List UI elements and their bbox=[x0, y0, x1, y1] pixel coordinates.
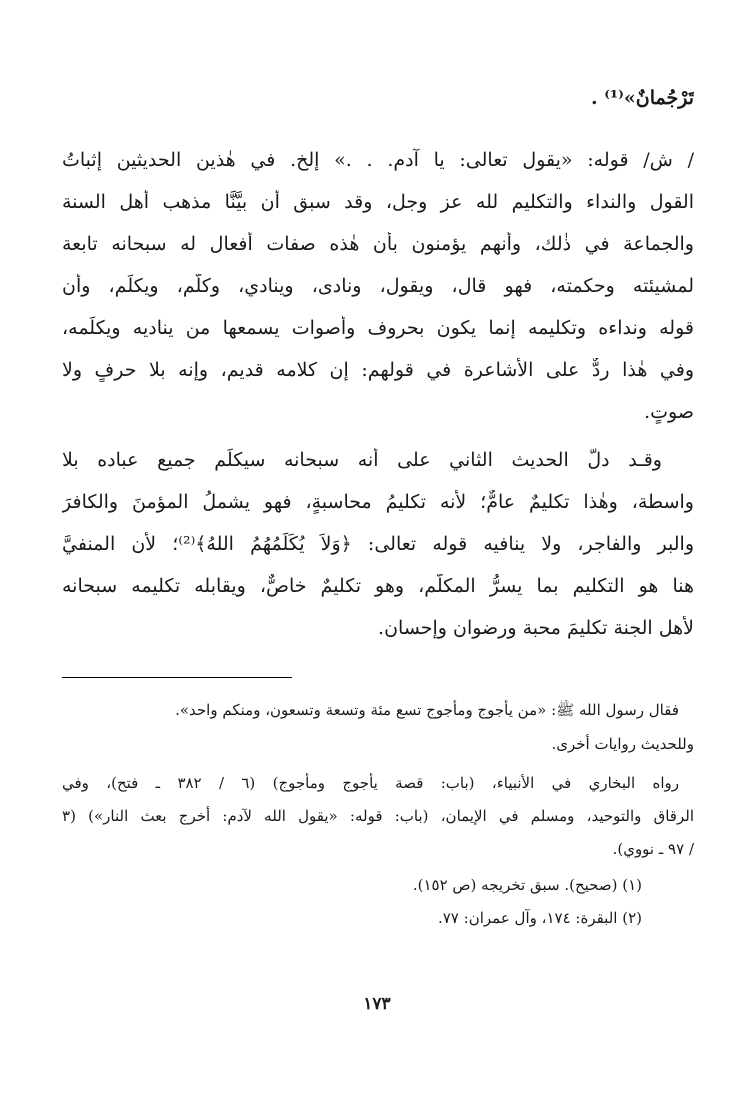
paragraph-line: وفي هٰذا ردٌّ على الأشاعرة في قولهم: إن كلامه قديم، وإنه بلا حرفٍ ولا bbox=[62, 359, 694, 381]
footnote-line: رواه البخاري في الأنبياء، (باب: قصة يأجوج ومأجوج) (٦ / ٣٨٢ ـ فتح)، وفي bbox=[62, 774, 679, 792]
footnote-1: (١) (صحيح). سبق تخريجه (ص ١٥٢). bbox=[412, 876, 642, 894]
paragraph-line: لمشيئته وحكمته، فهو قال، ويقول، ونادى، وينادي، وكلَّم، ويكلِّم، وأن bbox=[62, 275, 694, 297]
paragraph-line: واسطة، وهٰذا تكليمٌ عامٌّ؛ لأنه تكليمُ محاسبةٍ، فهو يشملُ المؤمنَ والكافرَ bbox=[62, 491, 694, 513]
paragraph-line: هنا هو التكليم بما يسرُّ المكلَّم، وهو تكليمٌ خاصٌّ، ويقابله تكليمه سبحانه bbox=[62, 575, 694, 597]
footnote-line: / ٩٧ ـ نووي). bbox=[612, 840, 694, 858]
paragraph-line: القول والنداء والتكليم لله عز وجل، وقد سبق أن بيَّنَّا مذهب أهل السنة bbox=[62, 191, 694, 213]
footnote-line: الرقاق والتوحيد، ومسلم في الإيمان، (باب: قوله: «يقول الله لآدم: أخرج بعث النار») (٣ bbox=[62, 807, 694, 825]
footnote-line: فقال رسول الله ﷺ: «من يأجوج ومأجوج تسع مئة وتسعة وتسعون، ومنكم واحد». bbox=[175, 701, 679, 719]
paragraph-line: / ش/ قوله: «يقول تعالى: يا آدم. . .» إلخ. في هٰذين الحديثين إثباتُ bbox=[62, 149, 694, 171]
paragraph-line: قوله ونداءه وتكليمه إنما يكون بحروف وأصوات يسمعها من يناديه ويكلِّمه، bbox=[62, 317, 694, 339]
paragraph-line: وقـد دلَّ الحديث الثاني على أنه سبحانه سيكلِّم جميع عباده بلا bbox=[62, 449, 662, 471]
paragraph-line: والجماعة في ذٰلك، وأنهم يؤمنون بأن هٰذه صفات أفعال له سبحانه تابعة bbox=[62, 233, 694, 255]
top-line: تَرْجُمانٌ»⁽¹⁾ . bbox=[591, 87, 694, 109]
footnote-separator bbox=[62, 677, 292, 678]
paragraph-line: صوتٍ. bbox=[644, 401, 694, 423]
footnote-line: وللحديث روايات أخرى. bbox=[551, 735, 694, 753]
footnote-2: (٢) البقرة: ١٧٤، وآل عمران: ٧٧. bbox=[437, 909, 642, 927]
page-number: ١٧٣ bbox=[363, 994, 391, 1014]
paragraph-line: لأهل الجنة تكليمَ محبة ورضوان وإحسان. bbox=[378, 617, 694, 639]
paragraph-line: والبر والفاجر، ولا ينافيه قوله تعالى: ﴿وَلاَ يُكَلِّمُهُمُ اللهُ﴾⁽²⁾؛ لأن المنفيَّ bbox=[62, 533, 694, 555]
